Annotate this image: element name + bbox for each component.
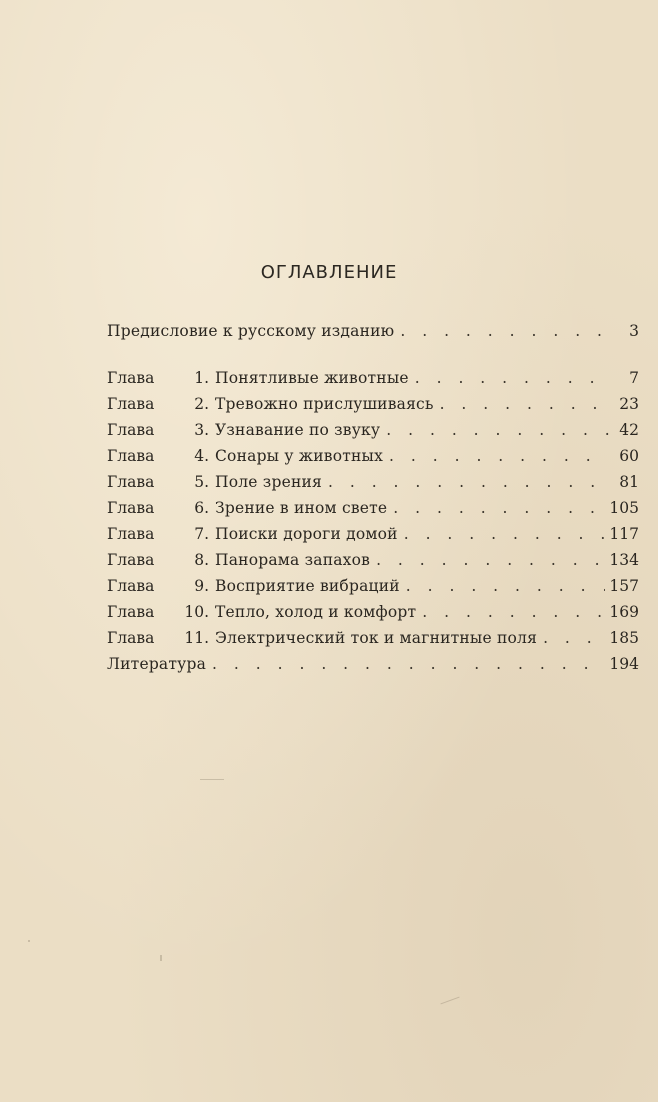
dot-leader [386, 419, 609, 441]
toc-entry-page: 117 [609, 525, 639, 543]
toc-entry-title: Панорама запахов [215, 551, 371, 569]
chapter-word: Глава [107, 473, 155, 491]
toc-entry-chapter-11 [107, 627, 639, 649]
paper-mark [200, 779, 224, 780]
chapter-label [107, 497, 215, 519]
toc-entry-chapter-2 [107, 393, 639, 415]
toc-entry-title: Поиски дороги домой [215, 525, 398, 543]
chapter-word: Глава [107, 525, 155, 543]
paper-mark [440, 997, 459, 1005]
paper-mark [160, 955, 162, 961]
toc-entry-chapter-5 [107, 471, 639, 493]
toc-entry-title: Поле зрения [215, 473, 322, 491]
toc-entry-chapter-1 [107, 367, 639, 389]
chapter-word: Глава [107, 447, 155, 465]
chapter-number: 8. [194, 551, 209, 569]
toc-entry-page: 105 [609, 499, 639, 517]
chapter-word: Глава [107, 395, 155, 413]
dot-leader [212, 653, 605, 675]
dot-leader [406, 575, 606, 597]
toc-entry-title: Электрический ток и магнитные поля [215, 629, 538, 647]
chapter-number: 11. [184, 629, 209, 647]
chapter-label [107, 445, 215, 467]
chapter-number: 7. [194, 525, 209, 543]
toc-entry-page: 60 [619, 447, 639, 465]
chapter-word: Глава [107, 421, 155, 439]
chapter-label [107, 367, 215, 389]
toc-entry-title: Предисловие к русскому изданию [107, 322, 395, 340]
toc-entry-page: 185 [609, 629, 639, 647]
chapter-number: 3. [194, 421, 209, 439]
chapter-label [107, 601, 215, 623]
toc-entry-page: 134 [609, 551, 639, 569]
chapter-number: 10. [184, 603, 209, 621]
toc-entry-chapter-8 [107, 549, 639, 571]
toc-entry-title: Узнавание по звуку [215, 421, 381, 439]
toc-entry-chapter-4 [107, 445, 639, 467]
chapter-word: Глава [107, 499, 155, 517]
toc-entry-title: Восприятие вибраций [215, 577, 400, 595]
toc-entry-chapter-7 [107, 523, 639, 545]
chapter-word: Глава [107, 603, 155, 621]
toc-entry-preface [107, 320, 639, 342]
chapter-word: Глава [107, 369, 155, 387]
chapter-label [107, 627, 215, 649]
toc-entry-chapter-9 [107, 575, 639, 597]
chapter-label [107, 523, 215, 545]
chapter-word: Глава [107, 629, 155, 647]
chapter-number: 6. [194, 499, 209, 517]
dot-leader [543, 627, 605, 649]
chapter-word: Глава [107, 577, 155, 595]
toc-entry-page: 194 [609, 655, 639, 673]
paper-mark [28, 940, 30, 942]
chapter-label [107, 549, 215, 571]
toc-entry-page: 3 [629, 322, 639, 340]
toc-entry-title: Тревожно прислушиваясь [215, 395, 434, 413]
dot-leader [328, 471, 609, 493]
dot-leader [422, 601, 605, 623]
page-title: ОГЛАВЛЕНИЕ [260, 262, 398, 283]
chapter-label [107, 471, 215, 493]
dot-leader [376, 549, 605, 571]
dot-leader [415, 367, 609, 389]
toc-entry-page: 157 [609, 577, 639, 595]
chapter-number: 2. [194, 395, 209, 413]
dot-leader [440, 393, 609, 415]
toc-entry-page: 81 [619, 473, 639, 491]
chapter-label [107, 393, 215, 415]
chapter-number: 9. [194, 577, 209, 595]
toc-entry-chapter-3 [107, 419, 639, 441]
chapter-label [107, 575, 215, 597]
toc-entry-page: 42 [619, 421, 639, 439]
chapter-number: 5. [194, 473, 209, 491]
toc-entry-title: Зрение в ином свете [215, 499, 388, 517]
toc-entry-page: 169 [609, 603, 639, 621]
dot-leader [404, 523, 606, 545]
chapter-number: 1. [194, 369, 209, 387]
toc-entry-chapter-6 [107, 497, 639, 519]
dot-leader [393, 497, 605, 519]
toc-entry-page: 23 [619, 395, 639, 413]
toc-entry-chapter-10 [107, 601, 639, 623]
toc-entry-literature [107, 653, 639, 675]
toc-entry-title: Литература [107, 655, 207, 673]
toc-entry-page: 7 [629, 369, 639, 387]
dot-leader [400, 320, 609, 342]
dot-leader [389, 445, 609, 467]
toc-entry-title: Тепло, холод и комфорт [215, 603, 417, 621]
chapter-word: Глава [107, 551, 155, 569]
toc-entry-title: Сонары у животных [215, 447, 384, 465]
chapter-label [107, 419, 215, 441]
chapter-number: 4. [194, 447, 209, 465]
toc-entry-title: Понятливые животные [215, 369, 409, 387]
